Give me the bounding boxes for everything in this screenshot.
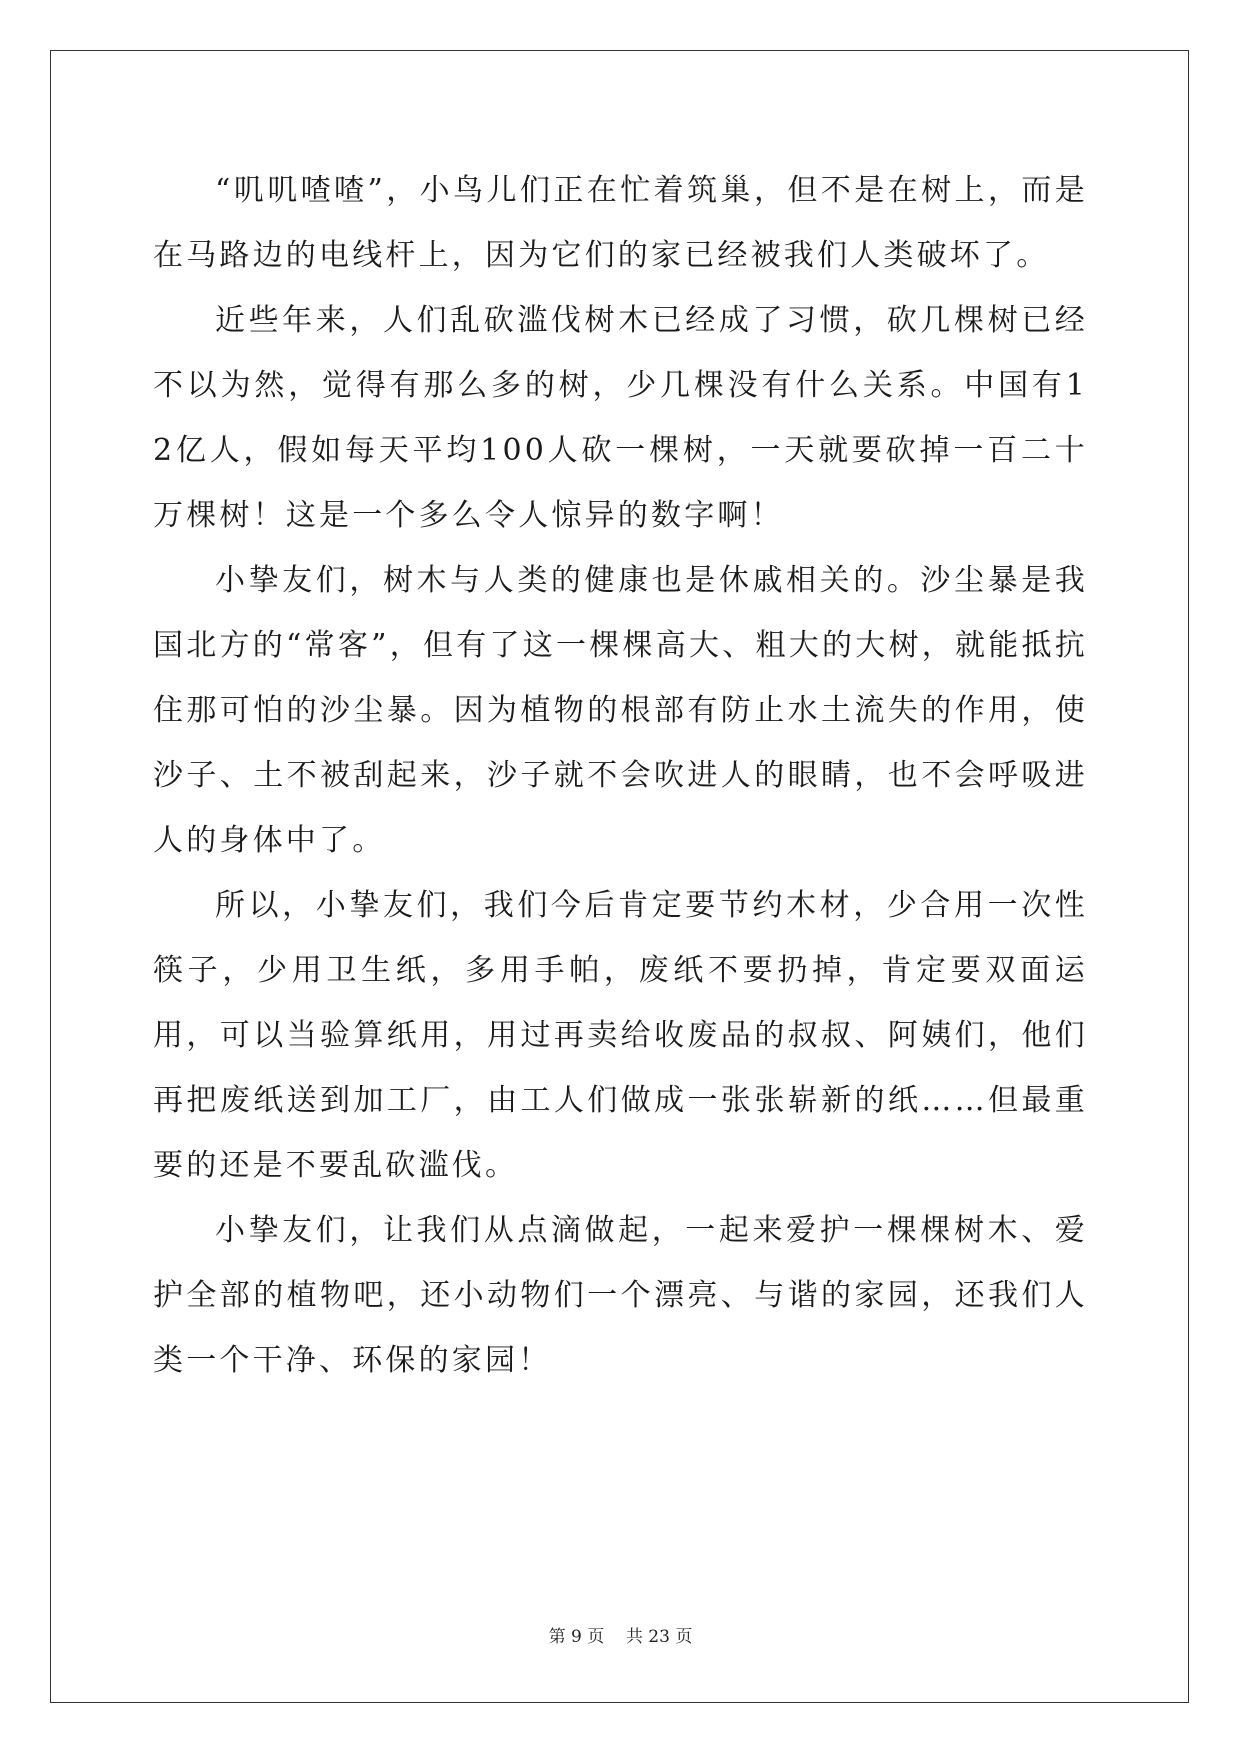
paragraph-4: 所以，小挚友们，我们今后肯定要节约木材，少合用一次性筷子，少用卫生纸，多用手帕，废纸不要扔掉，肯定要双面运用，可以当验算纸用，用过再卖给收废品的叔叔、阿姨们，他们再把废纸送到加工厂，由工人们做成一张张崭新的纸……但最重要的还是不要乱砍滥伐。 <box>153 888 1088 1183</box>
paragraph-1: “叽叽喳喳”，小鸟儿们正在忙着筑巢，但不是在树上，而是在马路边的电线杆上，因为它们的家已经被我们人类破坏了。 <box>153 173 1088 273</box>
paragraph-3: 小挚友们，树木与人类的健康也是休戚相关的。沙尘暴是我国北方的“常客”，但有了这一棵棵高大、粗大的大树，就能抵抗住那可怕的沙尘暴。因为植物的根部有防止水土流失的作用，使沙子、土不被刮起来，沙子就不会吹进人的眼睛，也不会呼吸进人的身体中了。 <box>153 563 1088 858</box>
page-total: 共 23 页 <box>625 1627 693 1647</box>
paragraph-2: 近些年来，人们乱砍滥伐树木已经成了习惯，砍几棵树已经不以为然，觉得有那么多的树，少几棵没有什么关系。中国有12亿人，假如每天平均100人砍一棵树，一天就要砍掉一百二十万棵树！这是一个多么令人惊异的数字啊！ <box>153 303 1088 533</box>
paragraph-5: 小挚友们，让我们从点滴做起，一起来爱护一棵棵树木、爱护全部的植物吧，还小动物们一个漂亮、与谐的家园，还我们人类一个干净、环保的家园！ <box>153 1213 1088 1378</box>
page-number: 第 9 页 <box>548 1627 605 1647</box>
page-footer <box>0 1622 1241 1647</box>
document-body <box>153 158 1088 1393</box>
